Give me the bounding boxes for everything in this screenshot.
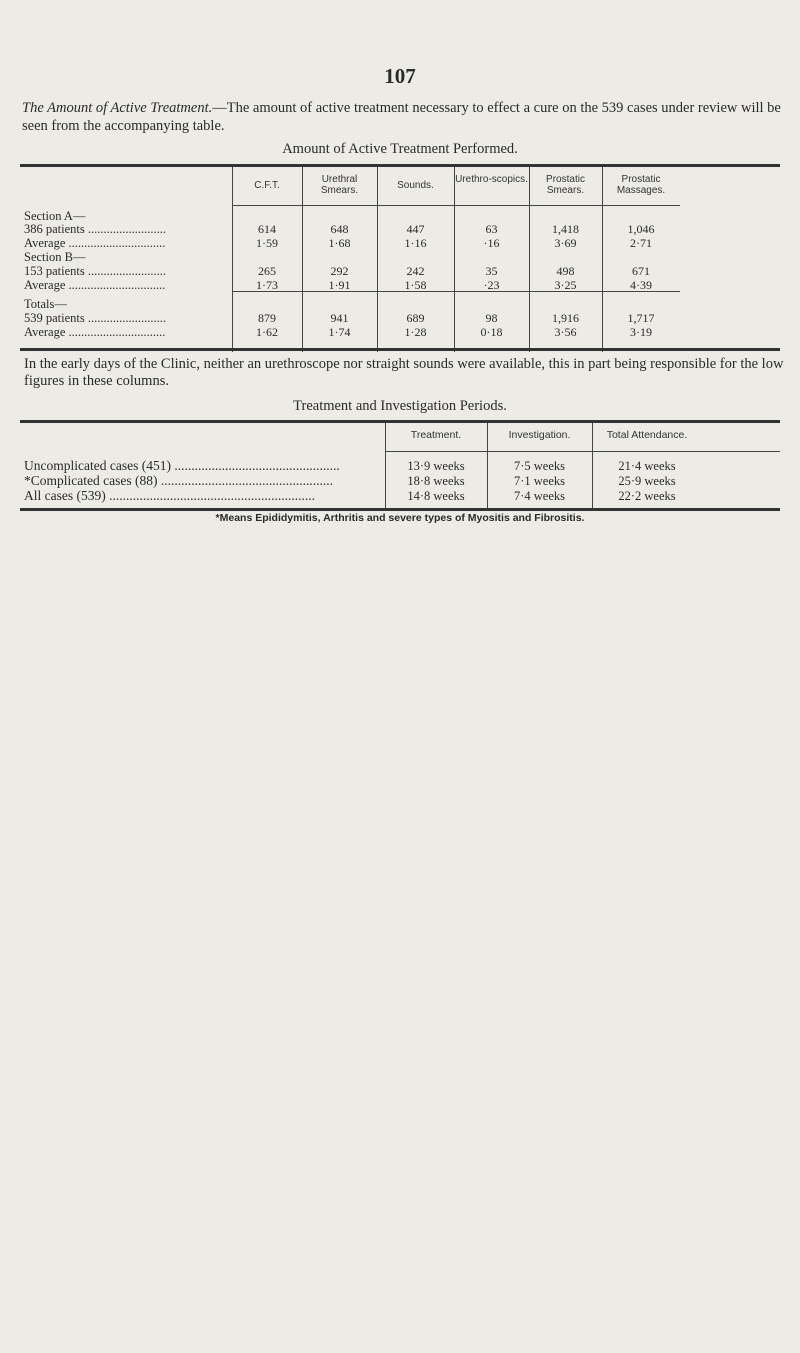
- table-cell: 689: [406, 311, 425, 325]
- table-cell: 671: [632, 264, 650, 278]
- table-cell: 1·91: [328, 278, 351, 292]
- row-label: 153 patients .........................: [24, 264, 167, 278]
- table-cell: 3·19: [630, 325, 652, 339]
- table-cell: 265: [258, 264, 276, 278]
- table2-top-rule: [20, 420, 780, 423]
- table-cell: 292: [330, 264, 349, 278]
- table-cell: 1·73: [256, 278, 278, 292]
- table-cell: 3·69: [554, 236, 577, 250]
- header-investigation: Investigation.: [508, 429, 571, 441]
- row-label: All cases (539) .............................................................: [24, 488, 315, 503]
- header-prostatic-smears: Prostatic Smears.: [546, 174, 585, 196]
- table-cell: 22·2 weeks: [618, 489, 676, 503]
- table-cell: 98: [485, 311, 498, 325]
- table-cell: 1,717: [627, 311, 655, 325]
- table-cell: 648: [330, 222, 349, 236]
- row-label: Average ...............................: [24, 278, 166, 292]
- row-label: Average ...............................: [24, 236, 166, 250]
- header-cft: C.F.T.: [254, 180, 280, 191]
- row-label: 386 patients .........................: [24, 222, 167, 236]
- table-cell: 2·71: [630, 236, 652, 250]
- table-cell: 1·16: [404, 236, 427, 250]
- header-urethral-smears: Urethral Smears.: [320, 174, 359, 196]
- row-label: Section B—: [24, 250, 86, 264]
- table-cell: 7·5 weeks: [513, 459, 566, 473]
- table-cell: 7·4 weeks: [513, 489, 566, 503]
- page-number: 107: [384, 64, 416, 88]
- table-cell: 1,046: [627, 222, 655, 236]
- table-cell: 7·1 weeks: [513, 474, 566, 488]
- table-cell: 21·4 weeks: [618, 459, 676, 473]
- table-cell: 3·56: [554, 325, 577, 339]
- table-cell: 25·9 weeks: [618, 474, 676, 488]
- table2-bottom-rule: [20, 508, 780, 511]
- table-cell: 1·28: [404, 325, 427, 339]
- table-cell: 1,418: [552, 222, 579, 236]
- table-cell: ·23: [483, 278, 500, 292]
- row-label: Section A—: [24, 209, 86, 223]
- table-cell: 18·8 weeks: [407, 474, 465, 488]
- table-cell: 1·62: [256, 325, 278, 339]
- header-prostatic-massages: Prostatic Massages.: [616, 174, 666, 196]
- table-cell: 4·39: [630, 278, 652, 292]
- header-total-attendance: Total Attendance.: [606, 429, 688, 441]
- table-cell: 3·25: [554, 278, 577, 292]
- table-cell: 35: [485, 264, 498, 278]
- header-treatment: Treatment.: [410, 429, 462, 441]
- intro-lead: The Amount of Active Treatment.: [22, 100, 213, 116]
- table-cell: 614: [258, 222, 276, 236]
- table-cell: 0·18: [480, 325, 503, 339]
- table1-title: Amount of Active Treatment Performed.: [282, 141, 518, 157]
- table1-bottom-rule: [20, 348, 780, 351]
- table-cell: 941: [330, 311, 349, 325]
- table2-title: Treatment and Investigation Periods.: [293, 398, 507, 414]
- table-cell: 1·68: [328, 236, 351, 250]
- table-cell: 879: [258, 311, 276, 325]
- table-cell: 63: [485, 222, 498, 236]
- table-cell: 242: [406, 264, 425, 278]
- table1-note: In the early days of the Clinic, neither an urethroscope nor straight sounds were available, this in part being responsible for the low figures in these columns.: [24, 356, 784, 389]
- row-label: 539 patients .........................: [24, 311, 167, 325]
- table-cell: 1·58: [404, 278, 427, 292]
- table-cell: 498: [556, 264, 575, 278]
- row-label: Totals—: [24, 297, 67, 311]
- footnote: *Means Epididymitis, Arthritis and severe types of Myositis and Fibrositis.: [215, 512, 585, 524]
- intro-text: —The amount of active treatment necessary to effect a cure on the 539 cases under review will be seen from the accompanying table.: [22, 100, 781, 134]
- row-label: Uncomplicated cases (451) .................................................: [24, 458, 340, 473]
- table-cell: 13·9 weeks: [407, 459, 465, 473]
- table-cell: 1·59: [256, 236, 278, 250]
- table-cell: 1·74: [328, 325, 351, 339]
- header-urethroscopics: Urethro-scopics.: [455, 174, 528, 185]
- table2-header-rule: [385, 451, 780, 452]
- table1-header-rule: [232, 205, 680, 206]
- row-label: *Complicated cases (88) ...................................................: [24, 473, 333, 488]
- table-cell: 14·8 weeks: [407, 489, 465, 503]
- table-cell: 1,916: [552, 311, 579, 325]
- table-cell: 447: [406, 222, 425, 236]
- table1-top-rule: [20, 164, 780, 167]
- header-sounds: Sounds.: [397, 180, 434, 191]
- table-cell: ·16: [483, 236, 500, 250]
- row-label: Average ...............................: [24, 325, 166, 339]
- intro-paragraph: [22, 99, 782, 135]
